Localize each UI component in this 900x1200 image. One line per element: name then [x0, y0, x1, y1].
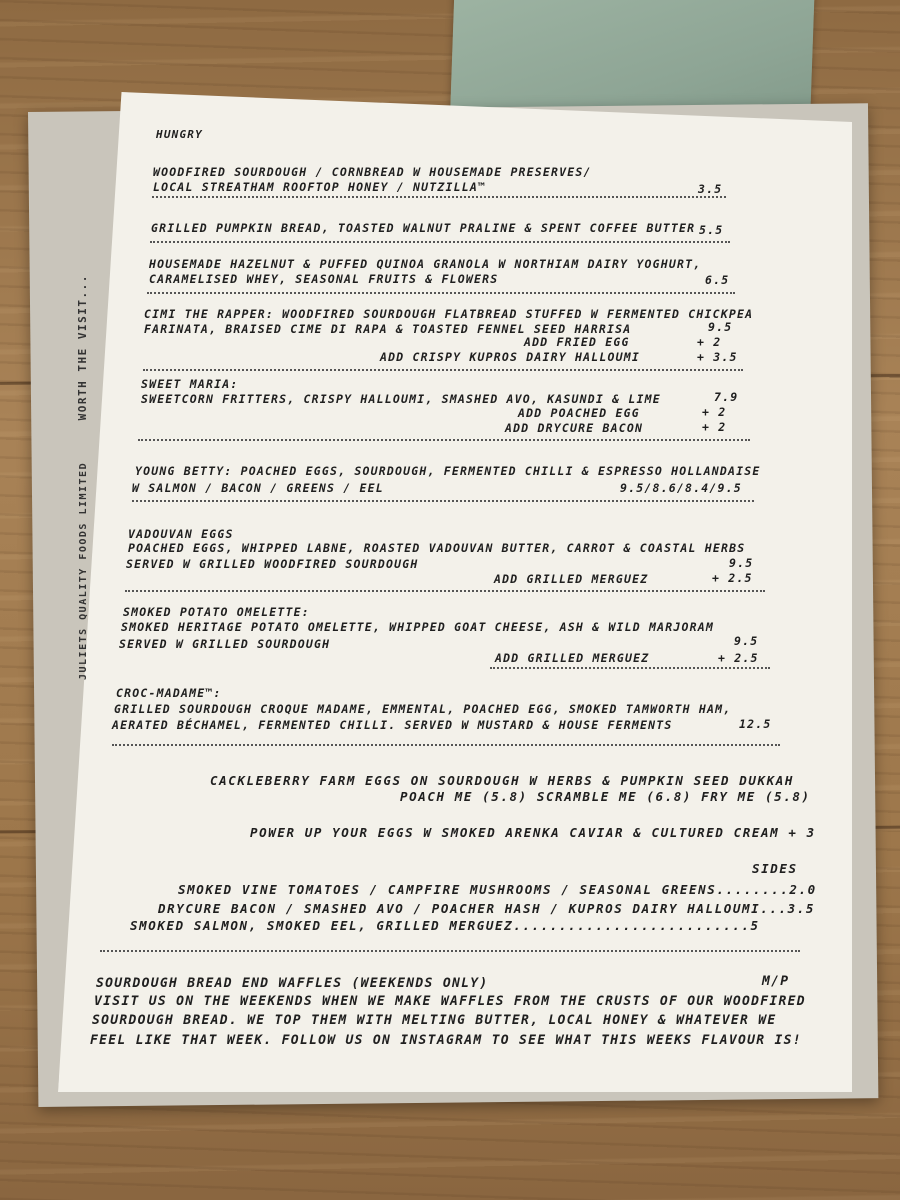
power-up-line: POWER UP YOUR EGGS W SMOKED ARENKA CAVIAR & CULTURED CREAM + 3	[250, 825, 816, 840]
dotted-divider	[112, 744, 780, 746]
menu-item-price: 9.5	[734, 634, 759, 648]
sides-line: SMOKED SALMON, SMOKED EEL, GRILLED MERGUEZ..........................5	[130, 918, 760, 933]
dotted-divider	[490, 667, 770, 669]
menu-item-line: SMOKED HERITAGE POTATO OMELETTE, WHIPPED GOAT CHEESE, ASH & WILD MARJORAM	[121, 620, 715, 634]
menu-item-line: LOCAL STREATHAM ROOFTOP HONEY / NUTZILLA™	[153, 180, 487, 194]
menu-item-line: POACHED EGGS, WHIPPED LABNE, ROASTED VADOUVAN BUTTER, CARROT & COASTAL HERBS	[128, 541, 746, 555]
addon-price: + 2	[702, 405, 727, 419]
addon-price: + 2	[697, 335, 722, 349]
dotted-divider	[132, 500, 754, 502]
side-text	[76, 240, 89, 680]
dotted-divider	[143, 369, 743, 371]
menu-item-line: AERATED BÉCHAMEL, FERMENTED CHILLI. SERVED W MUSTARD & HOUSE FERMENTS	[112, 718, 673, 732]
dotted-divider	[125, 590, 765, 592]
waffles-description: SOURDOUGH BREAD. WE TOP THEM WITH MELTING BUTTER, LOCAL HONEY & WHATEVER WE	[92, 1013, 777, 1028]
company-name: JULIETS QUALITY FOODS LIMITED	[78, 461, 89, 680]
addon-price: + 3.5	[697, 350, 738, 364]
menu-header: HUNGRY	[156, 128, 203, 141]
tagline: WORTH THE VISIT...	[76, 274, 89, 421]
menu-item-price: 12.5	[739, 717, 772, 731]
menu-item-line: CROC-MADAME™:	[116, 686, 222, 700]
menu-item-line: CIMI THE RAPPER: WOODFIRED SOURDOUGH FLATBREAD STUFFED W FERMENTED CHICKPEA	[144, 307, 754, 321]
addon-label: ADD DRYCURE BACON	[505, 421, 644, 435]
sides-line: DRYCURE BACON / SMASHED AVO / POACHER HASH / KUPROS DAIRY HALLOUMI...3.5	[158, 901, 816, 916]
addon-label: ADD CRISPY KUPROS DAIRY HALLOUMI	[380, 350, 640, 364]
addon-label: ADD GRILLED MERGUEZ	[495, 651, 650, 665]
menu-item-price: 7.9	[714, 390, 739, 404]
menu-item-line: VADOUVAN EGGS	[128, 527, 234, 541]
menu-item-line: CARAMELISED WHEY, SEASONAL FRUITS & FLOWERS	[149, 272, 499, 286]
eggs-line: CACKLEBERRY FARM EGGS ON SOURDOUGH W HERBS & PUMPKIN SEED DUKKAH	[210, 773, 795, 788]
menu-item-price: 6.5	[705, 273, 730, 287]
waffles-description: VISIT US ON THE WEEKENDS WHEN WE MAKE WAFFLES FROM THE CRUSTS OF OUR WOODFIRED	[94, 994, 806, 1009]
addon-label: ADD POACHED EGG	[518, 406, 640, 420]
menu-item-line: SWEET MARIA:	[141, 377, 239, 391]
dotted-divider	[100, 950, 800, 952]
addon-price: + 2	[702, 420, 727, 434]
menu-item-line: YOUNG BETTY: POACHED EGGS, SOURDOUGH, FERMENTED CHILLI & ESPRESSO HOLLANDAISE	[135, 464, 761, 478]
dotted-divider	[150, 241, 730, 243]
dotted-divider	[147, 292, 735, 294]
eggs-options: POACH ME (5.8) SCRAMBLE ME (6.8) FRY ME (5.8)	[400, 789, 811, 804]
waffles-title: SOURDOUGH BREAD END WAFFLES (WEEKENDS ONLY)	[96, 976, 489, 991]
menu-item-line: GRILLED SOURDOUGH CROQUE MADAME, EMMENTAL, POACHED EGG, SMOKED TAMWORTH HAM,	[114, 702, 732, 716]
menu-item-line: W SALMON / BACON / GREENS / EEL	[132, 481, 384, 495]
menu-item-price: 9.5	[708, 320, 733, 334]
menu-item-price: 9.5	[729, 556, 754, 570]
waffles-price: M/P	[762, 974, 790, 989]
menu-item-line: SERVED W GRILLED WOODFIRED SOURDOUGH	[126, 557, 419, 571]
addon-label: ADD GRILLED MERGUEZ	[494, 572, 649, 586]
menu-item-line: SWEETCORN FRITTERS, CRISPY HALLOUMI, SMASHED AVO, KASUNDI & LIME	[141, 392, 661, 406]
menu-item-line: WOODFIRED SOURDOUGH / CORNBREAD W HOUSEMADE PRESERVES/	[153, 165, 592, 179]
waffles-description: FEEL LIKE THAT WEEK. FOLLOW US ON INSTAGRAM TO SEE WHAT THIS WEEKS FLAVOUR IS!	[90, 1033, 802, 1048]
addon-price: + 2.5	[712, 571, 753, 585]
menu-item-line: SERVED W GRILLED SOURDOUGH	[119, 637, 331, 651]
dotted-divider	[152, 196, 726, 198]
sides-line: SMOKED VINE TOMATOES / CAMPFIRE MUSHROOMS / SEASONAL GREENS........2.0	[178, 882, 817, 897]
dotted-divider	[138, 439, 750, 441]
menu-item-line: HOUSEMADE HAZELNUT & PUFFED QUINOA GRANOLA W NORTHIAM DAIRY YOGHURT,	[149, 257, 702, 271]
menu-item-line: FARINATA, BRAISED CIME DI RAPA & TOASTED FENNEL SEED HARRISA	[144, 322, 632, 336]
menu-item-price: 9.5/8.6/8.4/9.5	[620, 481, 742, 495]
menu-item-line: SMOKED POTATO OMELETTE:	[123, 605, 310, 619]
menu-item-price: 5.5	[699, 223, 724, 237]
menu-item-line: GRILLED PUMPKIN BREAD, TOASTED WALNUT PRALINE & SPENT COFFEE BUTTER	[151, 221, 696, 235]
addon-label: ADD FRIED EGG	[524, 335, 630, 349]
sides-title: SIDES	[752, 861, 798, 876]
menu-item-price: 3.5	[698, 182, 723, 196]
addon-price: + 2.5	[718, 651, 759, 665]
